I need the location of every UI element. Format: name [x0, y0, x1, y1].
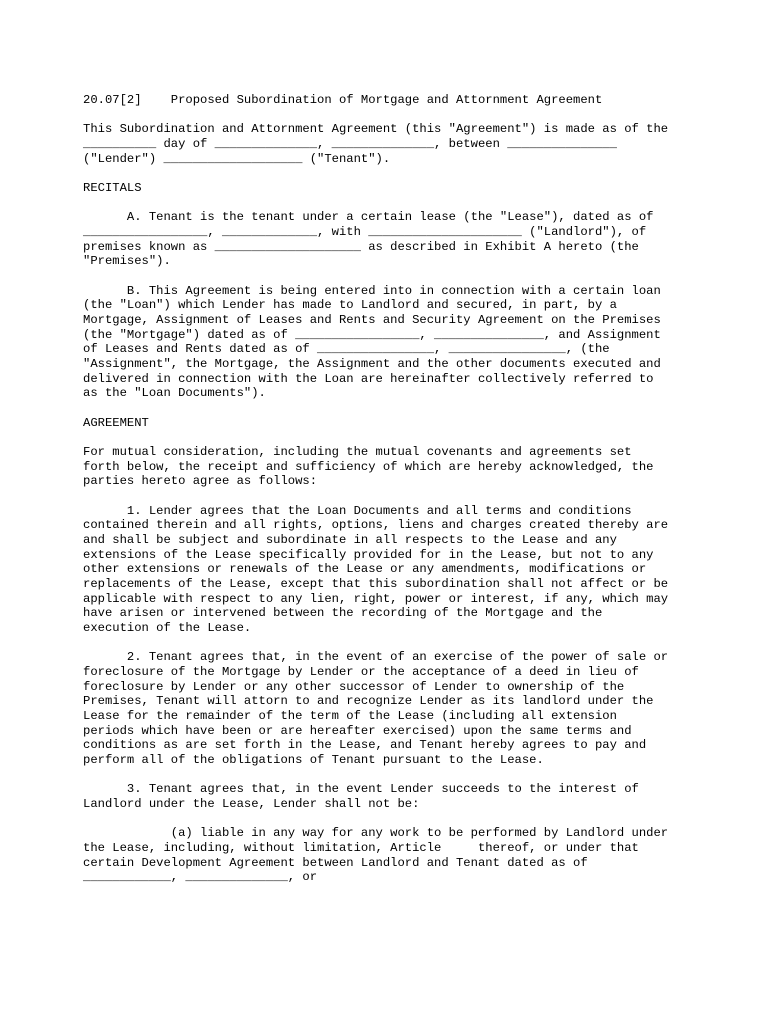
- clause-1-line: contained therein and all rights, options, liens and charges created thereby are: [83, 518, 669, 532]
- clause-1-line: replacements of the Lease, except that this subordination shall not affect or be: [83, 577, 669, 591]
- clause-3-line: Landlord under the Lease, Lender shall not be:: [83, 797, 420, 811]
- clause-3a-line: certain Development Agreement between Landlord and Tenant dated as of: [83, 856, 588, 870]
- clause-1-line: other extensions or renewals of the Lease or any amendments, modifications or: [83, 562, 647, 576]
- clause-1-line: applicable with respect to any lien, right, power or interest, if any, which may: [83, 592, 669, 606]
- recital-a-line: premises known as ____________________ as described in Exhibit A hereto (the: [83, 240, 639, 254]
- intro-line: __________ day of ______________, ______________, between _______________: [83, 137, 617, 151]
- recital-b-line: delivered in connection with the Loan are hereinafter collectively referred to: [83, 372, 654, 386]
- recital-a-line: A. Tenant is the tenant under a certain lease (the "Lease"), dated as of: [83, 210, 654, 224]
- agreement-heading: AGREEMENT: [83, 416, 149, 430]
- consideration-line: forth below, the receipt and sufficiency of which are hereby acknowledged, the: [83, 460, 654, 474]
- clause-1-line: execution of the Lease.: [83, 621, 252, 635]
- consideration-line: For mutual consideration, including the mutual covenants and agreements set: [83, 445, 632, 459]
- clause-1-line: and shall be subject and subordinate in all respects to the Lease and any: [83, 533, 617, 547]
- intro-line: This Subordination and Attornment Agreement (this "Agreement") is made as of the: [83, 122, 669, 136]
- recital-b-line: (the "Mortgage") dated as of _________________, _______________, and Assignment: [83, 328, 661, 342]
- recital-b-line: B. This Agreement is being entered into in connection with a certain loan: [83, 284, 661, 298]
- clause-2-line: Premises, Tenant will attorn to and recognize Lender as its landlord under the: [83, 694, 654, 708]
- recital-b-line: Mortgage, Assignment of Leases and Rents and Security Agreement on the Premises: [83, 313, 661, 327]
- clause-2-line: periods which have been or are hereafter exercised) upon the same terms and: [83, 724, 632, 738]
- clause-1-line: 1. Lender agrees that the Loan Documents and all terms and conditions: [83, 504, 632, 518]
- clause-2-line: conditions as are set forth in the Lease, and Tenant hereby agrees to pay and: [83, 738, 647, 752]
- intro-line: ("Lender") ___________________ ("Tenant").: [83, 152, 391, 166]
- recital-b-line: (the "Loan") which Lender has made to Landlord and secured, in part, by a: [83, 298, 617, 312]
- clause-2-line: foreclosure by Lender or any other successor of Lender to ownership of the: [83, 680, 625, 694]
- recital-b-line: as the "Loan Documents").: [83, 386, 266, 400]
- clause-3a-line: the Lease, including, without limitation, Article thereof, or under that: [83, 841, 639, 855]
- document-heading: 20.07[2] Proposed Subordination of Mortgage and Attornment Agreement: [83, 93, 603, 107]
- clause-1-line: have arisen or intervened between the recording of the Mortgage and the: [83, 606, 603, 620]
- clause-3-line: 3. Tenant agrees that, in the event Lender succeeds to the interest of: [83, 782, 639, 796]
- clause-2-line: foreclosure of the Mortgage by Lender or the acceptance of a deed in lieu of: [83, 665, 639, 679]
- clause-2-line: 2. Tenant agrees that, in the event of an exercise of the power of sale or: [83, 650, 669, 664]
- recital-a-line: _________________, _____________, with _____________________ ("Landlord"), of: [83, 225, 647, 239]
- recital-b-line: "Assignment", the Mortgage, the Assignment and the other documents executed and: [83, 357, 661, 371]
- clause-2-line: perform all of the obligations of Tenant pursuant to the Lease.: [83, 753, 544, 767]
- consideration-line: parties hereto agree as follows:: [83, 474, 318, 488]
- clause-3a-line: ____________, ______________, or: [83, 870, 318, 884]
- recitals-heading: RECITALS: [83, 181, 142, 195]
- recital-b-line: of Leases and Rents dated as of ________________, ________________, (the: [83, 342, 610, 356]
- clause-2-line: Lease for the remainder of the term of the Lease (including all extension: [83, 709, 617, 723]
- recital-a-line: "Premises").: [83, 254, 171, 268]
- clause-1-line: extensions of the Lease specifically provided for in the Lease, but not to any: [83, 548, 654, 562]
- clause-3a-line: (a) liable in any way for any work to be performed by Landlord under: [83, 826, 669, 840]
